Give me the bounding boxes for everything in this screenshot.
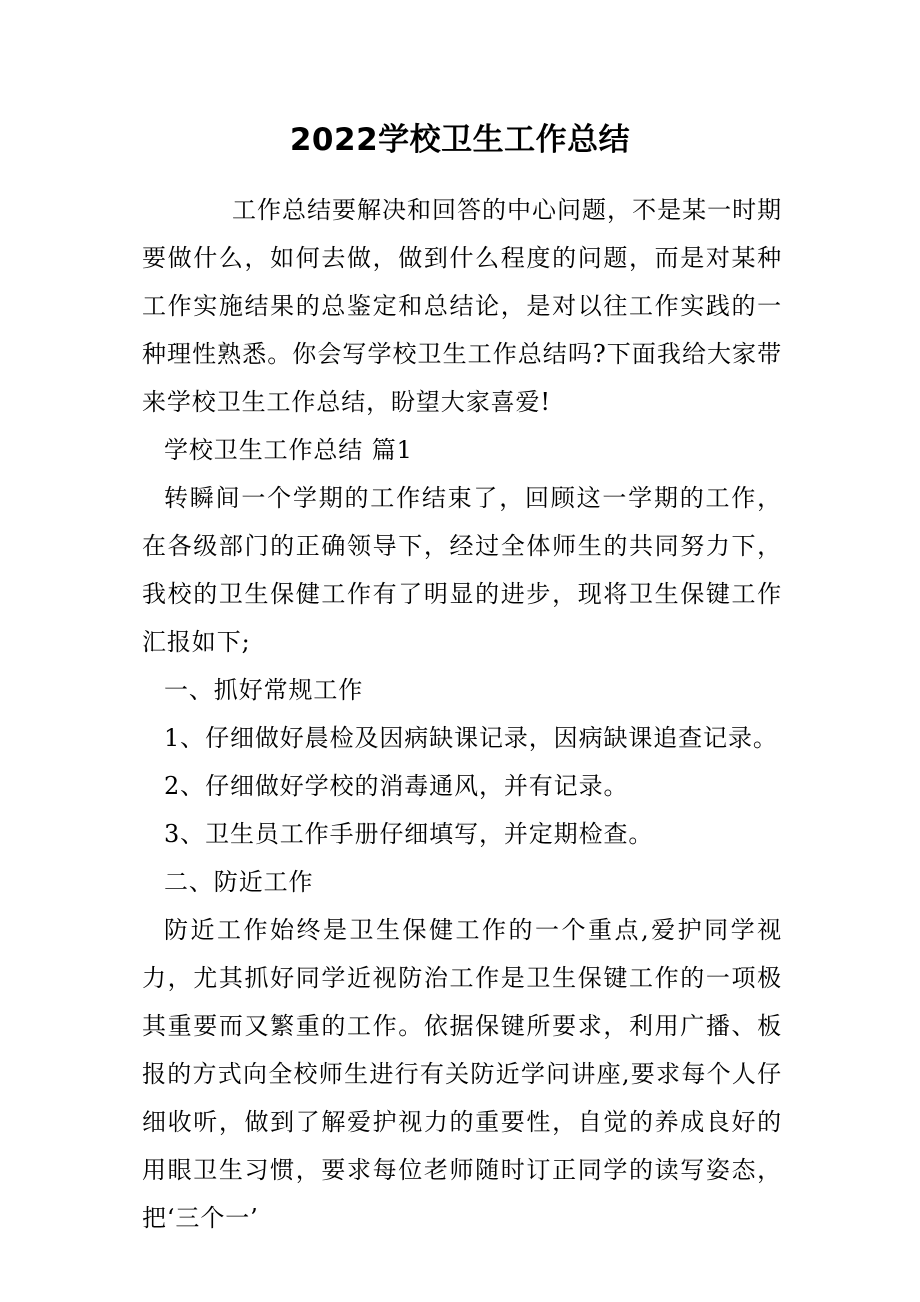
heading-routine-work: 一、抓好常规工作 bbox=[164, 676, 364, 704]
list-item: 2、仔细做好学校的消毒通风，并有记录。 bbox=[164, 772, 629, 800]
section-heading-part-1: 学校卫生工作总结 篇1 bbox=[164, 436, 413, 464]
list-item: 3、卫生员工作手册仔细填写，并定期检查。 bbox=[164, 820, 654, 848]
list-item: 1、仔细做好晨检及因病缺课记录，因病缺课追查记录。 bbox=[164, 724, 778, 752]
intro-paragraph: 工作总结要解决和回答的中心问题，不是某一时期要做什么，如何去做，做到什么程度的问题，而是对某种工作实施结果的总鉴定和总结论，是对以往工作实践的一种理性熟悉。你会写学校卫生工作总结吗?下面我给大家带来学校卫生工作总结，盼望大家喜爱! bbox=[142, 196, 782, 416]
myopia-paragraph: 防近工作始终是卫生保健工作的一个重点,爱护同学视力，尤其抓好同学近视防治工作是卫生保键工作的一项极其重要而又繁重的工作。依据保键所要求，利用广播、板报的方式向全校师生进行有关防近学问讲座,要求每个人仔细收听，做到了解爱护视力的重要性，自觉的养成良好的用眼卫生习惯，要求每位老师随时订正同学的读写姿态，把‘三个一’ bbox=[142, 916, 782, 1232]
overview-paragraph: 转瞬间一个学期的工作结束了，回顾这一学期的工作，在各级部门的正确领导下，经过全体师生的共同努力下，我校的卫生保健工作有了明显的进步，现将卫生保键工作汇报如下; bbox=[142, 484, 782, 656]
heading-myopia-prevention: 二、防近工作 bbox=[164, 868, 314, 896]
document-title: 2022学校卫生工作总结 bbox=[289, 122, 631, 158]
document-body bbox=[142, 186, 782, 1242]
